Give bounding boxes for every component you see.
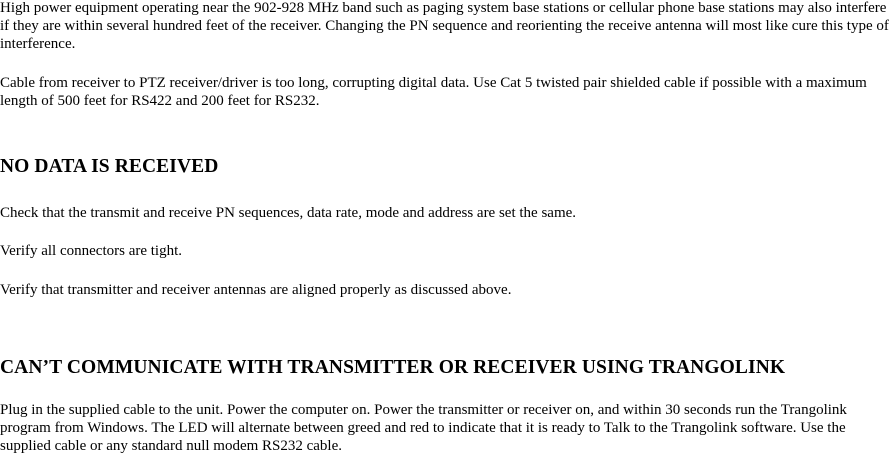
cant-communicate-heading: CAN’T COMMUNICATE WITH TRANSMITTER OR RECEIVER USING TRANGOLINK (0, 357, 786, 378)
verify-antennas-paragraph: Verify that transmitter and receiver antennas are aligned properly as discussed above. (0, 282, 512, 298)
interference-paragraph: High power equipment operating near the 902-928 MHz band such as paging system base stations or cellular phone base stations may also interfere if they are within several hundred feet of the receiver. Changing the PN sequence and reorienting the receive antenna will most like cure this type of interference. (0, 0, 889, 52)
trangolink-instructions-paragraph: Plug in the supplied cable to the unit. Power the computer on. Power the transmitter or receiver on, and within 30 seconds run the Trangolink program from Windows. The LED will alternate between greed and red to indicate that it is ready to Talk to the Trangolink software. Use the supplied cable or any standard null modem RS232 cable. (0, 402, 847, 454)
check-pn-sequence-paragraph: Check that the transmit and receive PN sequences, data rate, mode and address are set the same. (0, 205, 577, 221)
verify-connectors-paragraph: Verify all connectors are tight. (0, 243, 183, 259)
no-data-heading: NO DATA IS RECEIVED (0, 156, 219, 177)
cable-length-paragraph: Cable from receiver to PTZ receiver/driver is too long, corrupting digital data. Use Cat 5 twisted pair shielded cable if possible with a maximum length of 500 feet for RS422 and 200 feet for RS232. (0, 75, 867, 109)
